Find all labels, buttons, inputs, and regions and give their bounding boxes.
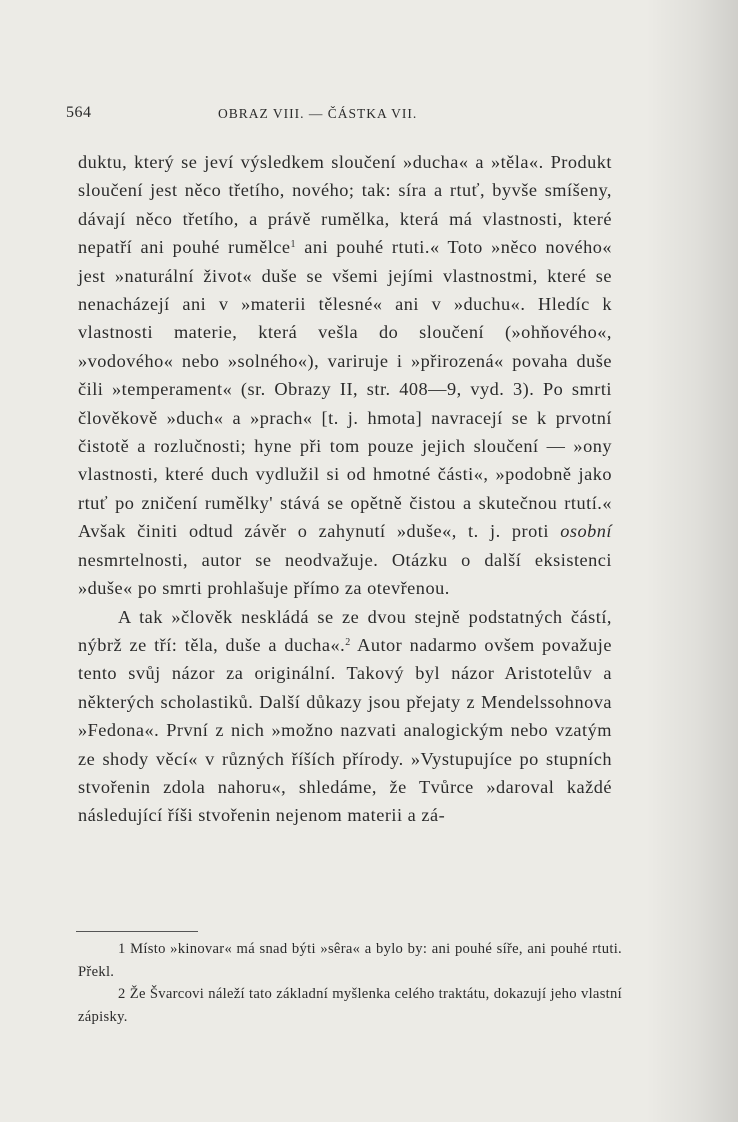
main-text xyxy=(78,148,612,830)
paragraph-1-part-a: duktu, který se jeví výsledkem sloučení »ducha« a »těla«. Produkt sloučení jest něco třetího, nového; tak: síra a rtuť, byvše smíšeny, dávají něco třetího, a právě rumělka, která má vlastnosti, které nepatří ani pouhé rumělce xyxy=(78,152,612,258)
footnote-2-number: 2 xyxy=(118,986,126,1002)
binding-shadow xyxy=(646,0,738,1122)
emphasis-osobni: osobní xyxy=(560,521,612,542)
paragraph-2-part-b: Autor nadarmo ovšem považuje tento svůj názor za originální. Takový byl názor Aristotelův a některých scholastiků. Další důkazy jsou přejaty z Mendelssohnova »Fedona«. První z nich »možno nazvati analogickým nebo vzatým ze shody věcí« v různých říších přírody. »Vystupujíce po stupních stvořenin zdola nahoru«, shledáme, že Tvůrce »daroval každé následující říši stvořenin nejenom materii a zá- xyxy=(78,634,613,826)
footnote-1 xyxy=(78,938,622,983)
paragraph-1-part-b: ani pouhé rtuti.« Toto »něco nového« jest »naturální život« duše se všemi jejími vlastnostmi, které se nenacházejí ani v »materii tělesné« ani v »duchu«. Hledíc k vlastnosti materie, která vešla do sloučení (»ohňového«, »vodového« nebo »solného«), variruje i »přirozená« povaha duše čili »temperament« (sr. Obrazy II, str. 408—9, vyd. 3). Po smrti člověkově »duch« a »prach« [t. j. hmota] navracejí se k prvotní čistotě a rozlučnosti; hyne při tom pouze jejich sloučení — »ony vlastnosti, které duch vydlužil si od hmotné části«, »podobně jako rtuť po zničení rumělky' stává se opětně čistou a skutečnou rtutí.« Avšak činiti odtud závěr o zahynutí »duše«, t. j. proti xyxy=(78,237,612,542)
page-number: 564 xyxy=(66,104,92,121)
footnote-divider xyxy=(76,931,198,932)
footnote-1-number: 1 xyxy=(118,941,126,957)
footnote-2-text: Že Švarcovi náleží tato základní myšlenka celého traktátu, dokazují jeho vlastní zápisky. xyxy=(78,986,622,1025)
footnote-ref-1: 1 xyxy=(290,239,297,251)
page-header xyxy=(66,104,626,128)
paragraph-2-part-a: A tak »člověk neskládá se ze dvou stejně podstatných částí, nýbrž ze tří: těla, duše a ducha«. xyxy=(78,606,612,655)
footnote-1-text: Místo »kinovar« má snad býti »sêra« a bylo by: ani pouhé síře, ani pouhé rtuti. Překl. xyxy=(78,941,622,980)
running-head: OBRAZ VIII. — ČÁSTKA VII. xyxy=(218,106,418,121)
footnotes xyxy=(78,938,622,1028)
footnote-ref-2: 2 xyxy=(345,636,351,648)
paragraph-2 xyxy=(78,603,612,830)
paragraph-1-part-c: nesmrtelnosti, autor se neodvažuje. Otázku o další eksistenci »duše« po smrti prohlašuje přímo za otevřenou. xyxy=(78,549,612,599)
footnote-2 xyxy=(78,983,622,1028)
paragraph-1 xyxy=(78,148,612,603)
